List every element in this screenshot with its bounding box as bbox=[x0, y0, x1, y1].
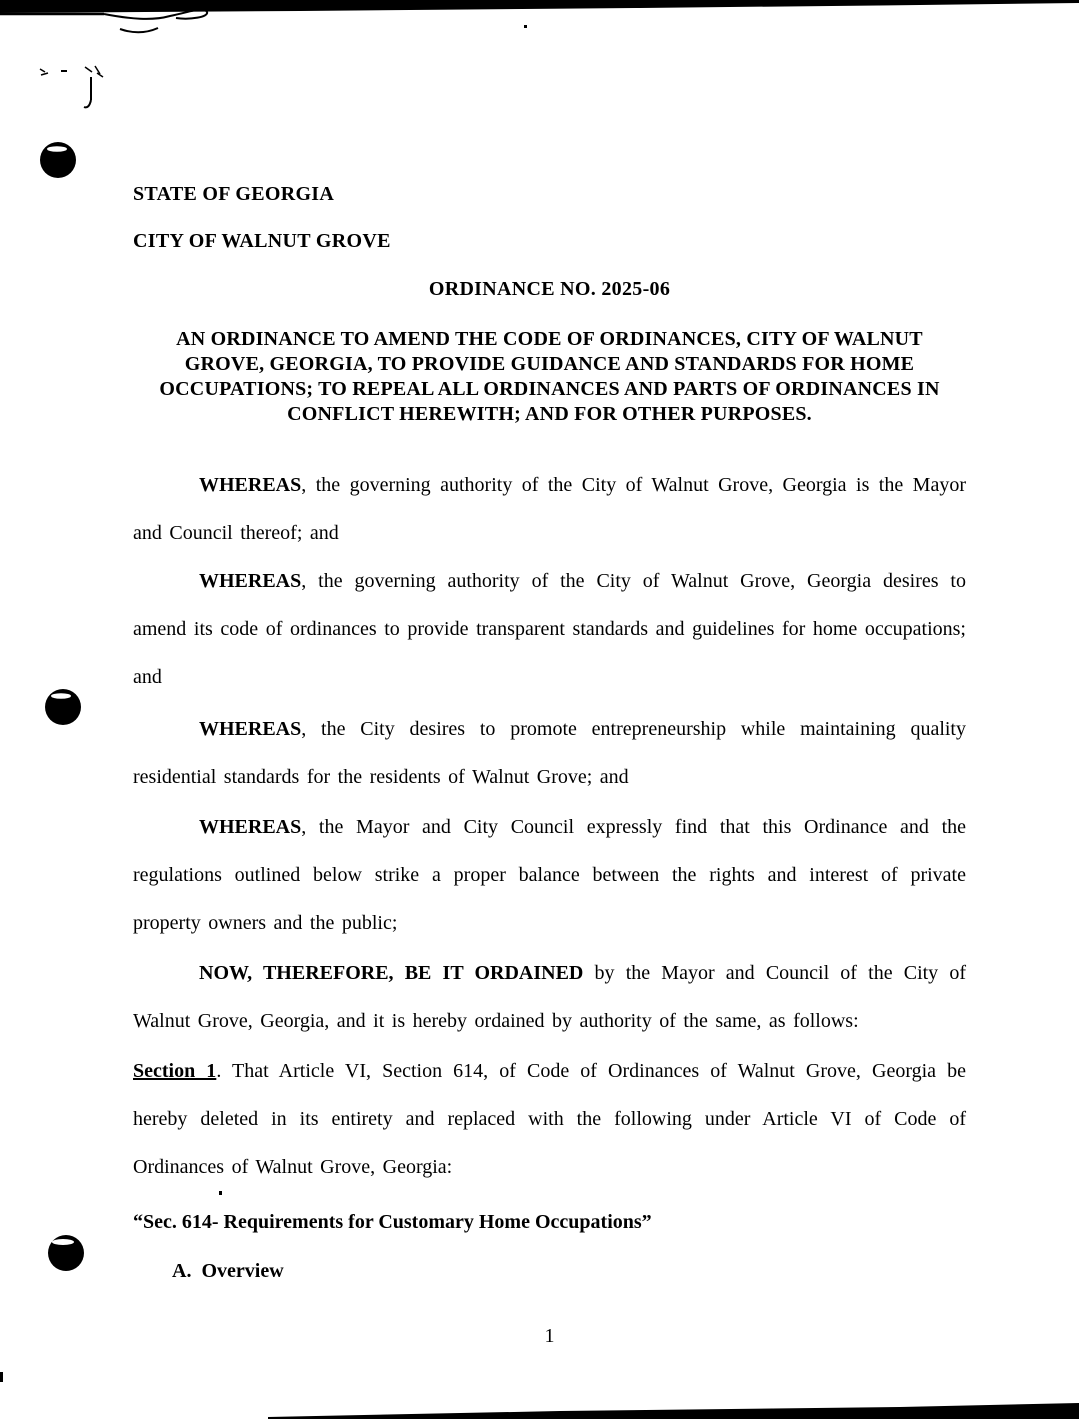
clause-text: by the Mayor and Council of the City of Walnut Grove, Georgia, and it is hereby ordained by authority of the same, as follows: bbox=[133, 962, 967, 1032]
ordinance-title-line: AN ORDINANCE TO AMEND THE CODE OF ORDINANCES, CITY OF WALNUT bbox=[176, 328, 923, 350]
ordinance-title-line: CONFLICT HEREWITH; AND FOR OTHER PURPOSES. bbox=[287, 403, 812, 425]
ordinance-title-line: OCCUPATIONS; TO REPEAL ALL ORDINANCES AND PARTS OF ORDINANCES IN bbox=[159, 378, 940, 400]
enacting-clause bbox=[133, 949, 966, 1045]
hole-punch-bottom bbox=[48, 1235, 84, 1271]
subsection-label: A. bbox=[172, 1260, 192, 1282]
clause-text: , the governing authority of the City of Walnut Grove, Georgia is the Mayor and Council thereof; and bbox=[133, 474, 966, 544]
whereas-keyword: WHEREAS bbox=[199, 570, 302, 592]
clause-text: , the Mayor and City Council expressly find that this Ordinance and the regulations outlined below strike a proper balance between the rights and interest of private property owners and the public; bbox=[133, 816, 966, 934]
whereas-clause-2 bbox=[133, 557, 966, 701]
whereas-clause-3 bbox=[133, 705, 966, 801]
whereas-keyword: WHEREAS bbox=[199, 474, 302, 496]
pen-scribble-marks bbox=[40, 66, 103, 107]
speck-above-heading bbox=[219, 1191, 222, 1195]
speck-bottom-left-edge bbox=[0, 1372, 3, 1382]
enacting-keyword: NOW, THEREFORE, BE IT ORDAINED bbox=[199, 962, 584, 984]
whereas-clause-4 bbox=[133, 803, 966, 947]
hole-punch-top bbox=[40, 142, 76, 178]
scan-swoosh-curve bbox=[104, 9, 207, 18]
whereas-clause-1 bbox=[133, 461, 966, 557]
clause-text: , the governing authority of the City of Walnut Grove, Georgia desires to amend its code of ordinances to provide transparent standards and guidelines for home occupations; and bbox=[133, 570, 966, 688]
subsection-a-overview bbox=[172, 1257, 284, 1285]
whereas-keyword: WHEREAS bbox=[199, 718, 302, 740]
whereas-keyword: WHEREAS bbox=[199, 816, 302, 838]
clause-text: , the City desires to promote entrepreneurship while maintaining quality residential standards for the residents of Walnut Grove; and bbox=[133, 718, 966, 788]
subsection-title: Overview bbox=[201, 1260, 284, 1282]
ordinance-number-block bbox=[133, 278, 966, 301]
scan-edge-bottom bbox=[268, 1403, 1079, 1419]
state-line: STATE OF GEORGIA bbox=[133, 183, 335, 205]
page-number: 1 bbox=[544, 1325, 555, 1347]
section-614-heading: “Sec. 614- Requirements for Customary Home Occupations” bbox=[133, 1211, 652, 1233]
section-1-paragraph bbox=[133, 1047, 966, 1191]
clause-text: . That Article VI, Section 614, of Code of Ordinances of Walnut Grove, Georgia be hereby deleted in its entirety and replaced with the following under Article VI of Code of Ordinances of Walnut Grove, Georgia: bbox=[133, 1060, 967, 1178]
section-1-label: Section 1 bbox=[133, 1060, 217, 1082]
hole-punch-middle bbox=[45, 689, 81, 725]
ordinance-title-line: GROVE, GEORGIA, TO PROVIDE GUIDANCE AND STANDARDS FOR HOME bbox=[184, 353, 915, 375]
scan-smile-curve bbox=[120, 28, 158, 32]
city-line: CITY OF WALNUT GROVE bbox=[133, 230, 391, 252]
speck-top-center bbox=[524, 25, 527, 28]
ordinance-title bbox=[133, 327, 966, 427]
scan-edge-top bbox=[0, 0, 1079, 13]
ordinance-number: ORDINANCE NO. 2025-06 bbox=[428, 278, 671, 300]
